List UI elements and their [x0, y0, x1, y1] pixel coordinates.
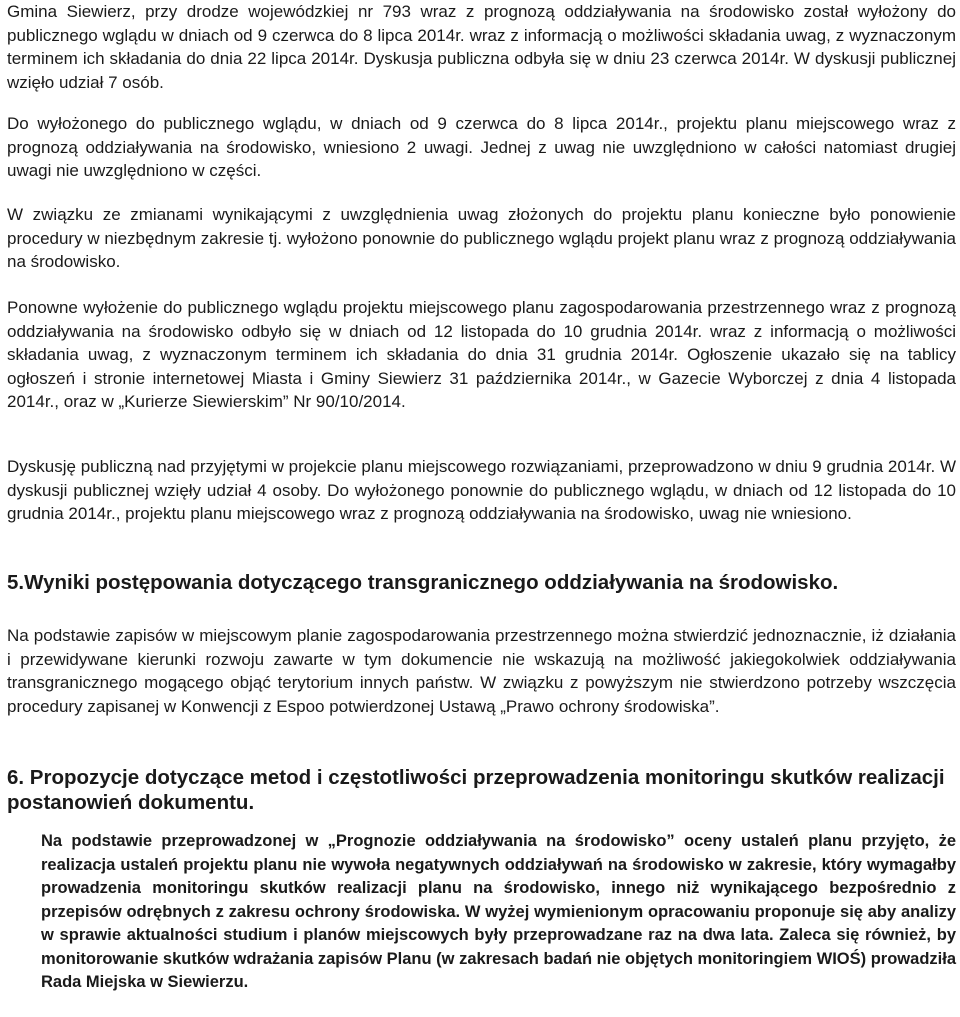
paragraph-remarks: Do wyłożonego do publicznego wglądu, w dniach od 9 czerwca do 8 lipca 2014r., projektu planu miejscowego wraz z prognozą oddziaływania na środowisko, wniesiono 2 uwagi. Jednej z uwag nie uwzględniono w całości natomiast drugiej uwagi nie uwzględniono w części.: [7, 114, 956, 181]
paragraph-plan-exposure: Gmina Siewierz, przy drodze wojewódzkiej nr 793 wraz z prognozą oddziaływania na środowisko został wyłożony do publicznego wglądu w dniach od 9 czerwca do 8 lipca 2014r. wraz z informacją o możliwości składania uwag, z wyznaczonym terminem ich składania do dnia 22 lipca 2014r. Dyskusja publiczna odbyła się w dniu 23 czerwca 2014r. W dyskusji publicznej wzięło udział 7 osób.: [7, 2, 956, 92]
section-heading-6: 6. Propozycje dotyczące metod i częstotliwości przeprowadzenia monitoringu skutków realizacji postanowień dokumentu.: [7, 766, 945, 814]
paragraph-transboundary: Na podstawie zapisów w miejscowym planie zagospodarowania przestrzennego można stwierdzić jednoznacznie, iż działania i przewidywane kierunki rozwoju zawarte w tym dokumencie nie wskazują na możliwość jakiegokolwiek oddziaływania transgranicznego mogącego objąć terytorium innych państw. W związku z powyższym nie stwierdzono potrzeby wszczęcia procedury zapisanej w Konwencji z Espoo potwierdzonej Ustawą „Prawo ochrony środowiska”.: [7, 626, 956, 716]
paragraph-public-discussion: Dyskusję publiczną nad przyjętymi w projekcie planu miejscowego rozwiązaniami, przeprowadzono w dniu 9 grudnia 2014r. W dyskusji publicznej wzięły udział 4 osoby. Do wyłożonego ponownie do publicznego wglądu, w dniach od 12 listopada do 10 grudnia 2014r., projektu planu miejscowego wraz z prognozą oddziaływania na środowisko, uwag nie wniesiono.: [7, 457, 956, 524]
paragraph-procedure-repeat: W związku ze zmianami wynikającymi z uwzględnienia uwag złożonych do projektu planu konieczne było ponowienie procedury w niezbędnym zakresie tj. wyłożono ponownie do publicznego wglądu projekt planu wraz z prognozą oddziaływania na środowisko.: [7, 205, 956, 272]
paragraph-monitoring: Na podstawie przeprowadzonej w „Prognozie oddziaływania na środowisko” oceny ustaleń planu przyjęto, że realizacja ustaleń projektu planu nie wywoła negatywnych oddziaływań na środowisko w zakresie, który wymagałby prowadzenia monitoringu skutków realizacji planu na środowisko, innego niż wynikającego bezpośrednio z przepisów odrębnych z zakresu ochrony środowiska. W wyżej wymienionym opracowaniu proponuje się aby analizy w sprawie aktualności studium i planów miejscowych były przeprowadzane raz na dwa lata. Zaleca się również, by monitorowanie skutków wdrażania zapisów Planu (w zakresach badań nie objętych monitoringiem WIOŚ) prowadziła Rada Miejska w Siewierzu.: [41, 832, 956, 991]
section-heading-5: 5.Wyniki postępowania dotyczącego transgranicznego oddziaływania na środowisko.: [7, 571, 839, 594]
paragraph-second-exposure: Ponowne wyłożenie do publicznego wglądu projektu miejscowego planu zagospodarowania przestrzennego wraz z prognozą oddziaływania na środowisko odbyło się w dniach od 12 listopada do 10 grudnia 2014r. wraz z informacją o możliwości składania uwag, z wyznaczonym terminem ich składania do dnia 31 grudnia 2014r. Ogłoszenie ukazało się na tablicy ogłoszeń i stronie internetowej Miasta i Gminy Siewierz 31 października 2014r., w Gazecie Wyborczej z dnia 4 listopada 2014r., oraz w „Kurierze Siewierskim” Nr 90/10/2014.: [7, 298, 956, 412]
